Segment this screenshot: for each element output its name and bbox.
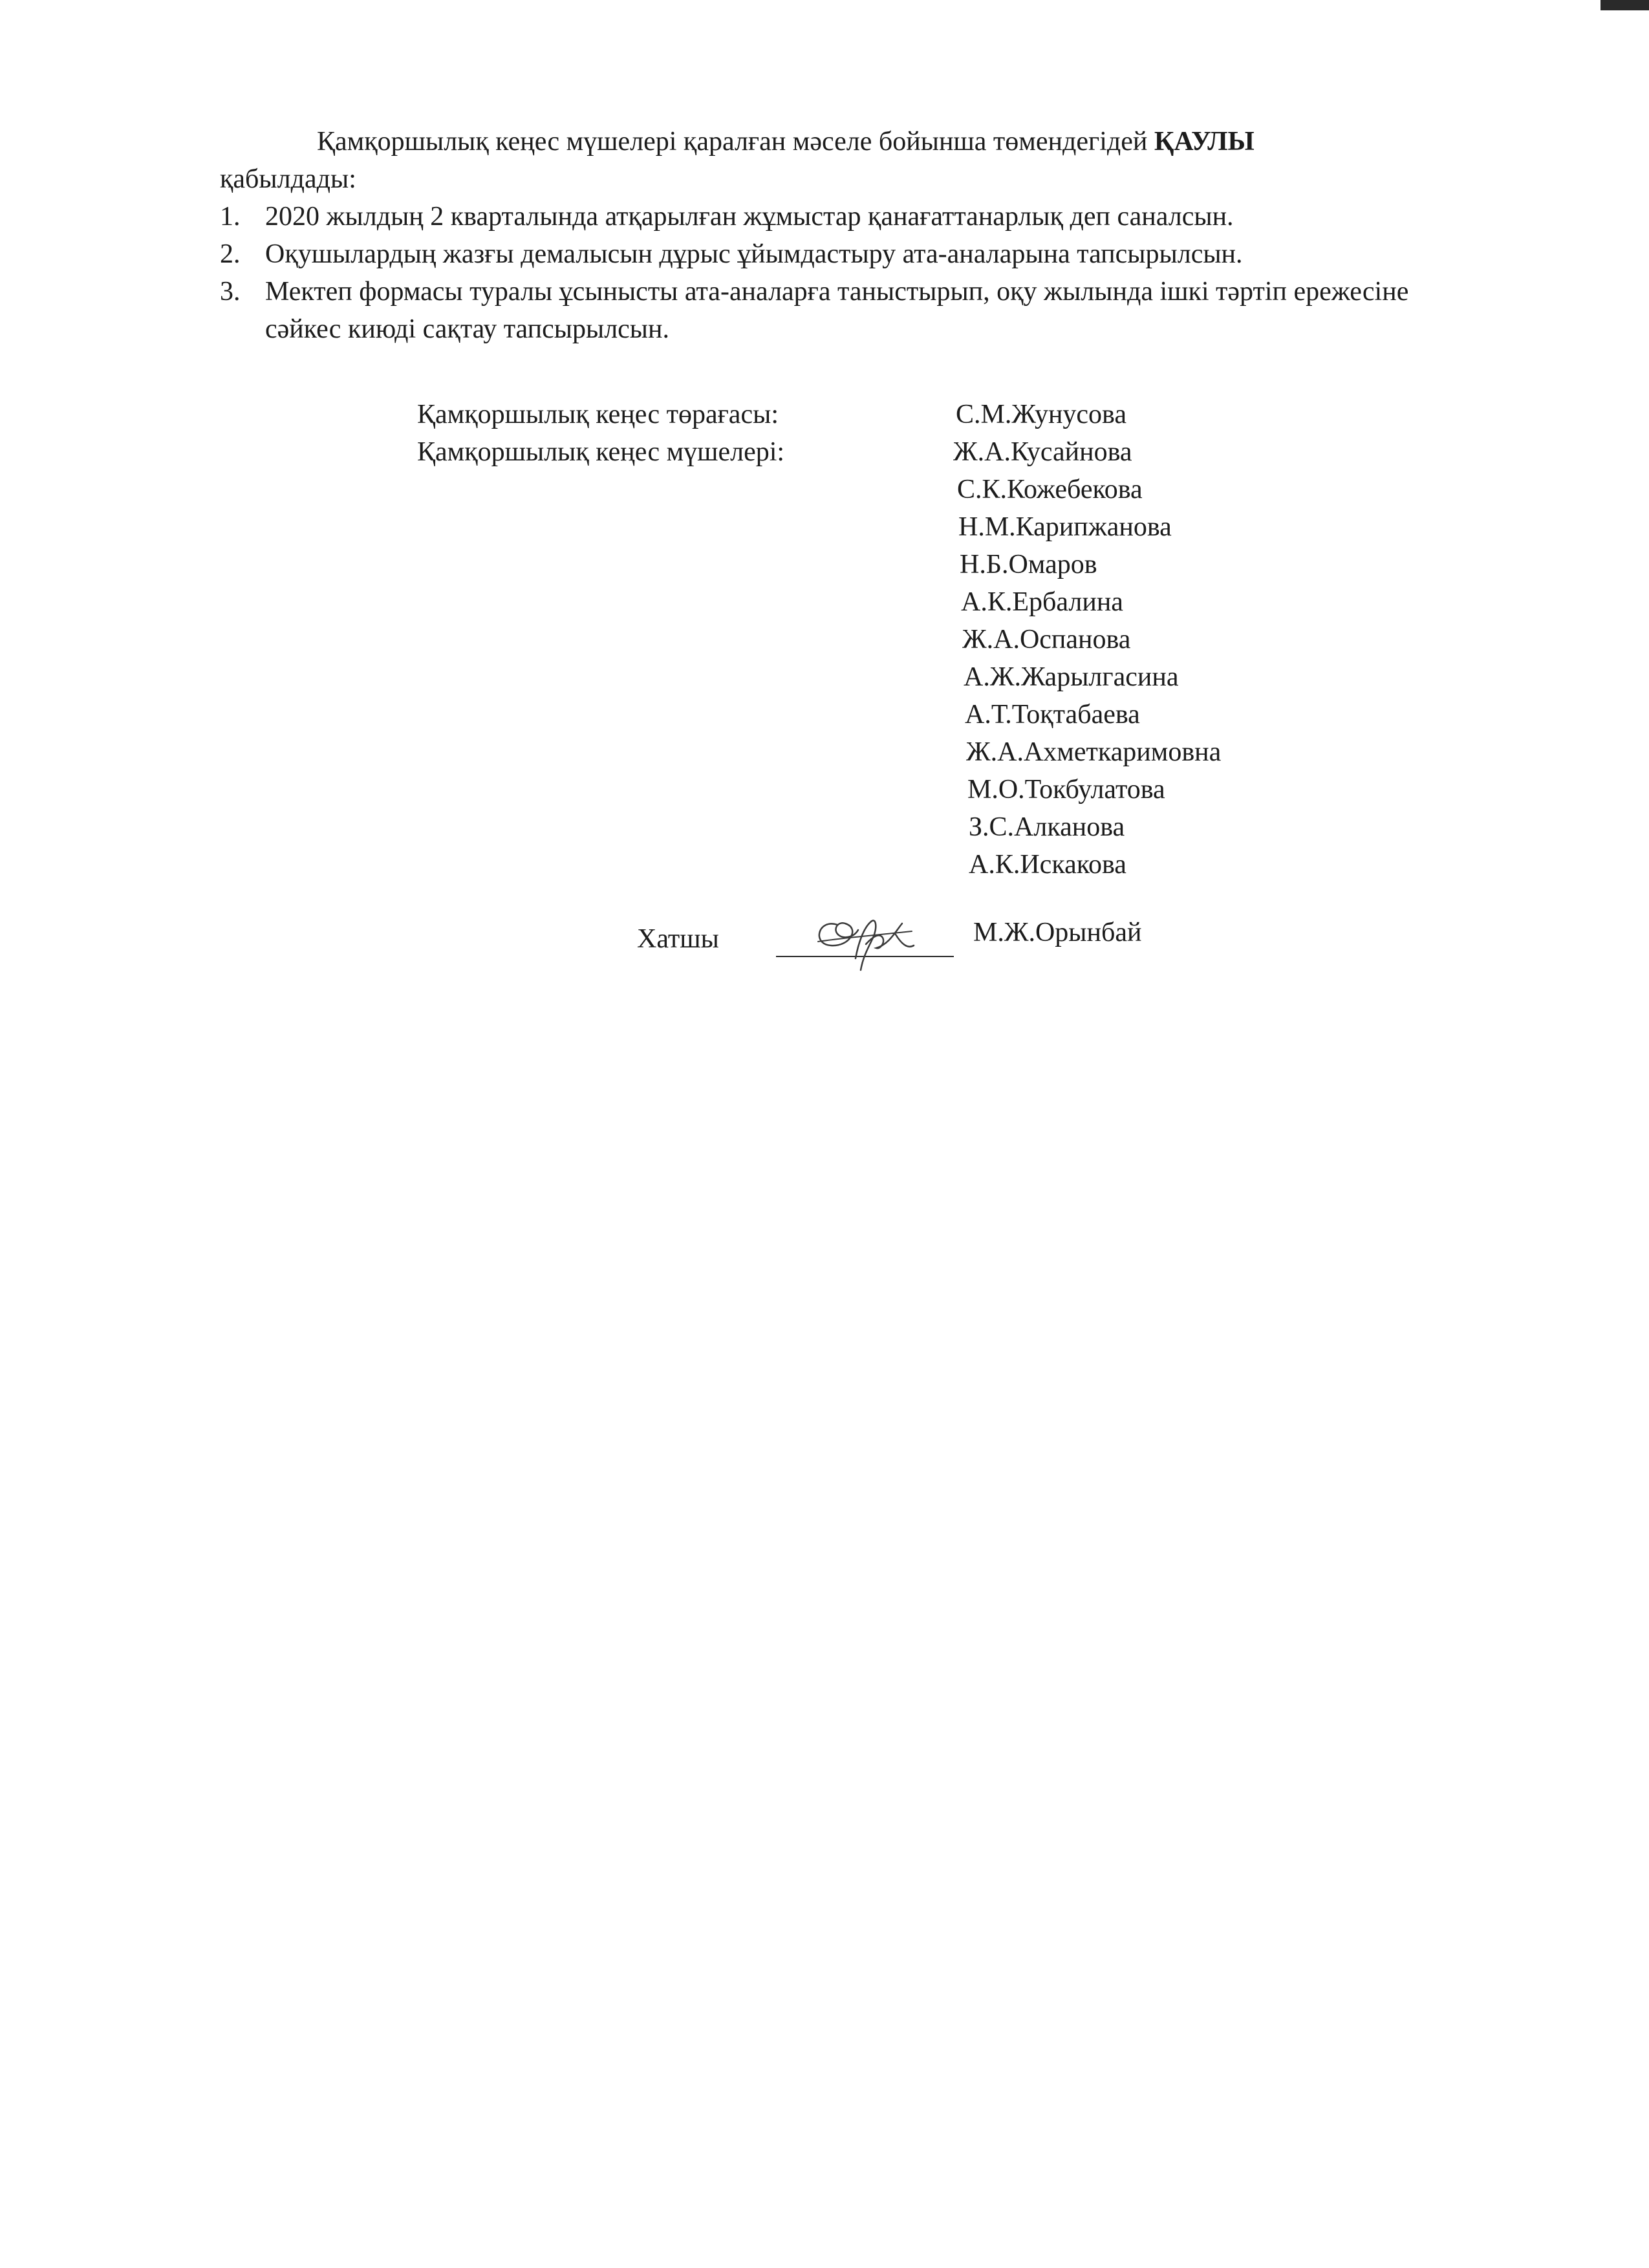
- chair-label: Қамқоршылық кеңес төрағасы:: [417, 400, 779, 429]
- secretary-label: Хатшы: [637, 924, 719, 954]
- member-name: С.М.Жунусова: [956, 400, 1126, 429]
- decision-number: 3.: [220, 277, 241, 307]
- decision-text: Мектеп формасы туралы ұсынысты ата-аналарға таныстырып, оқу жылында ішкі тәртіп ережесіне сәйкес киюді сақтау тапсырылсын.: [265, 277, 1409, 344]
- resolution-section: [220, 123, 1487, 348]
- decision-item: [220, 273, 1487, 348]
- member-name: С.К.Кожебекова: [957, 475, 1143, 504]
- resolution-keyword: ҚАУЛЫ: [1154, 127, 1255, 157]
- decision-text: Оқушылардың жазғы демалысын дұрыс ұйымдастыру ата-аналарына тапсырылсын.: [265, 239, 1243, 269]
- decision-list: [220, 198, 1487, 348]
- member-name: З.С.Алканова: [969, 812, 1125, 842]
- resolution-intro: [220, 123, 1487, 198]
- intro-tail: қабылдады:: [220, 164, 356, 194]
- scan-edge-mark: [1600, 0, 1649, 10]
- members-label: Қамқоршылық кеңес мүшелері:: [417, 437, 785, 467]
- member-name: А.Т.Тоқтабаева: [965, 700, 1140, 729]
- member-name: Н.М.Карипжанова: [958, 512, 1172, 542]
- decision-number: 1.: [220, 202, 241, 232]
- handwritten-signature: [799, 899, 928, 989]
- decision-number: 2.: [220, 239, 241, 269]
- member-name: А.К.Ербалина: [961, 587, 1123, 617]
- secretary-signature-row: [637, 917, 1219, 995]
- member-name: Ж.А.Оспанова: [962, 625, 1131, 654]
- decision-item: [220, 235, 1487, 273]
- member-name: Ж.А.Кусайнова: [953, 437, 1132, 467]
- decision-text: 2020 жылдың 2 кварталында атқарылған жұмыстар қанағаттанарлық деп саналсын.: [265, 202, 1234, 232]
- council-member-list: [953, 396, 1222, 883]
- member-name: М.О.Токбулатова: [967, 775, 1165, 805]
- member-name: А.Ж.Жарылгасина: [964, 662, 1179, 692]
- intro-text: Қамқоршылық кеңес мүшелері қаралған мәселе бойынша төмендегідей: [317, 127, 1154, 157]
- member-name: А.К.Искакова: [969, 850, 1126, 880]
- member-name: Ж.А.Ахметкаримовна: [966, 737, 1222, 767]
- decision-item: [220, 198, 1487, 235]
- member-name: Н.Б.Омаров: [960, 550, 1097, 579]
- secretary-name: М.Ж.Орынбай: [973, 918, 1142, 947]
